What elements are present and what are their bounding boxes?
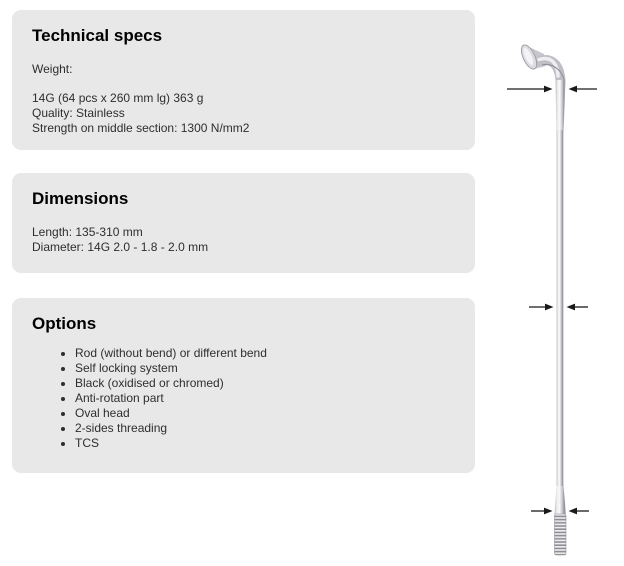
technical-specs-title: Technical specs	[32, 26, 163, 45]
specs-paragraph	[32, 91, 455, 136]
panel-technical-specs	[12, 10, 475, 150]
spoke-diagram-icon	[480, 0, 624, 566]
list-item: • TCS	[75, 436, 455, 451]
list-item: • Anti-rotation part	[75, 391, 455, 406]
options-title: Options	[32, 314, 97, 333]
length-value: Length: 135-310 mm	[32, 225, 143, 239]
weight-value: 14G (64 pcs x 260 mm lg) 363 g	[32, 91, 204, 105]
spoke-thread	[555, 514, 567, 555]
dimensions-paragraph	[32, 225, 455, 255]
spoke-body	[518, 43, 566, 555]
list-item: • Black (oxidised or chromed)	[75, 376, 455, 391]
diameter-value: Diameter: 14G 2.0 - 1.8 - 2.0 mm	[32, 240, 209, 254]
list-item: • 2-sides threading	[75, 421, 455, 436]
options-list	[32, 346, 455, 451]
list-item: • Oval head	[75, 406, 455, 421]
diameter-arrows-top	[507, 86, 597, 93]
quality-value: Quality: Stainless	[32, 106, 125, 120]
panel-dimensions	[12, 173, 475, 273]
diameter-arrows-thread	[531, 508, 589, 515]
diameter-arrows-middle	[529, 304, 588, 311]
weight-label: Weight:	[32, 62, 73, 76]
strength-value: Strength on middle section: 1300 N/mm2	[32, 121, 250, 135]
panel-options	[12, 298, 475, 473]
spoke-head	[518, 43, 540, 71]
list-item: • Self locking system	[75, 361, 455, 376]
list-item: • Rod (without bend) or different bend	[75, 346, 455, 361]
dimensions-title: Dimensions	[32, 189, 129, 208]
weight-paragraph	[32, 62, 455, 77]
